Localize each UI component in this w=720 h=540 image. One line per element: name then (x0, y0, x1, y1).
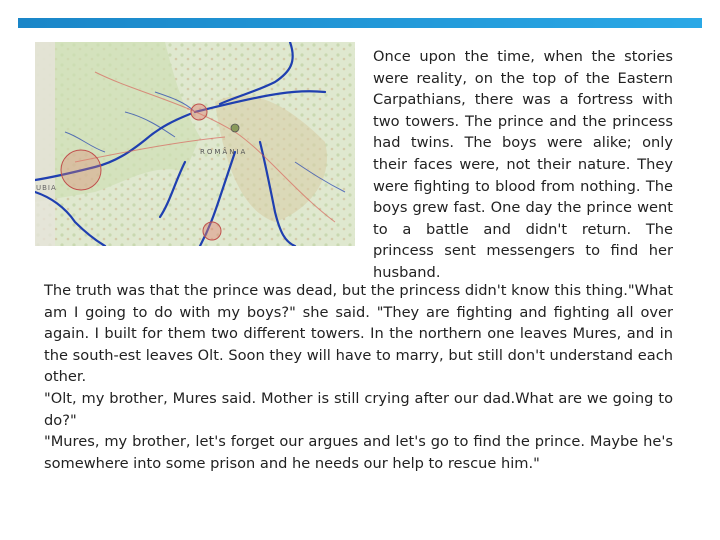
slide-top-bar (18, 18, 702, 28)
story-paragraph-1: The truth was that the prince was dead, but the princess didn't know this thing."What am I going to do with my boys?" she said. "They are fighting and fighting all over again. I built for them two different towers. In the northern one leaves Mures, and in the south-est leaves Olt. Soon they will have to marry, but still don't understand each other. (44, 282, 673, 386)
map-edge-label: UBIA (36, 184, 57, 192)
map-image (35, 42, 355, 246)
story-intro-text (373, 46, 673, 284)
map-country-label: ROMÂNIA (200, 148, 248, 156)
story-intro: Once upon the time, when the stories were reality, on the top of the Eastern Carpathians, there was a fortress with two towers. The prince and the princess had twins. The boys were alike; only their faces were, not their nature. They were fighting to blood from nothing. The boys grew fast. One day the prince went to a battle and didn't return. The princess sent messengers to find her husband. (373, 48, 673, 281)
story-continued-text (44, 280, 673, 474)
story-paragraph-3: "Mures, my brother, let's forget our argues and let's go to find the prince. Maybe he's somewhere into some prison and he needs our help to rescue him." (44, 433, 673, 472)
story-paragraph-2: "Olt, my brother, Mures said. Mother is still crying after our dad.What are we going to do?" (44, 389, 673, 429)
